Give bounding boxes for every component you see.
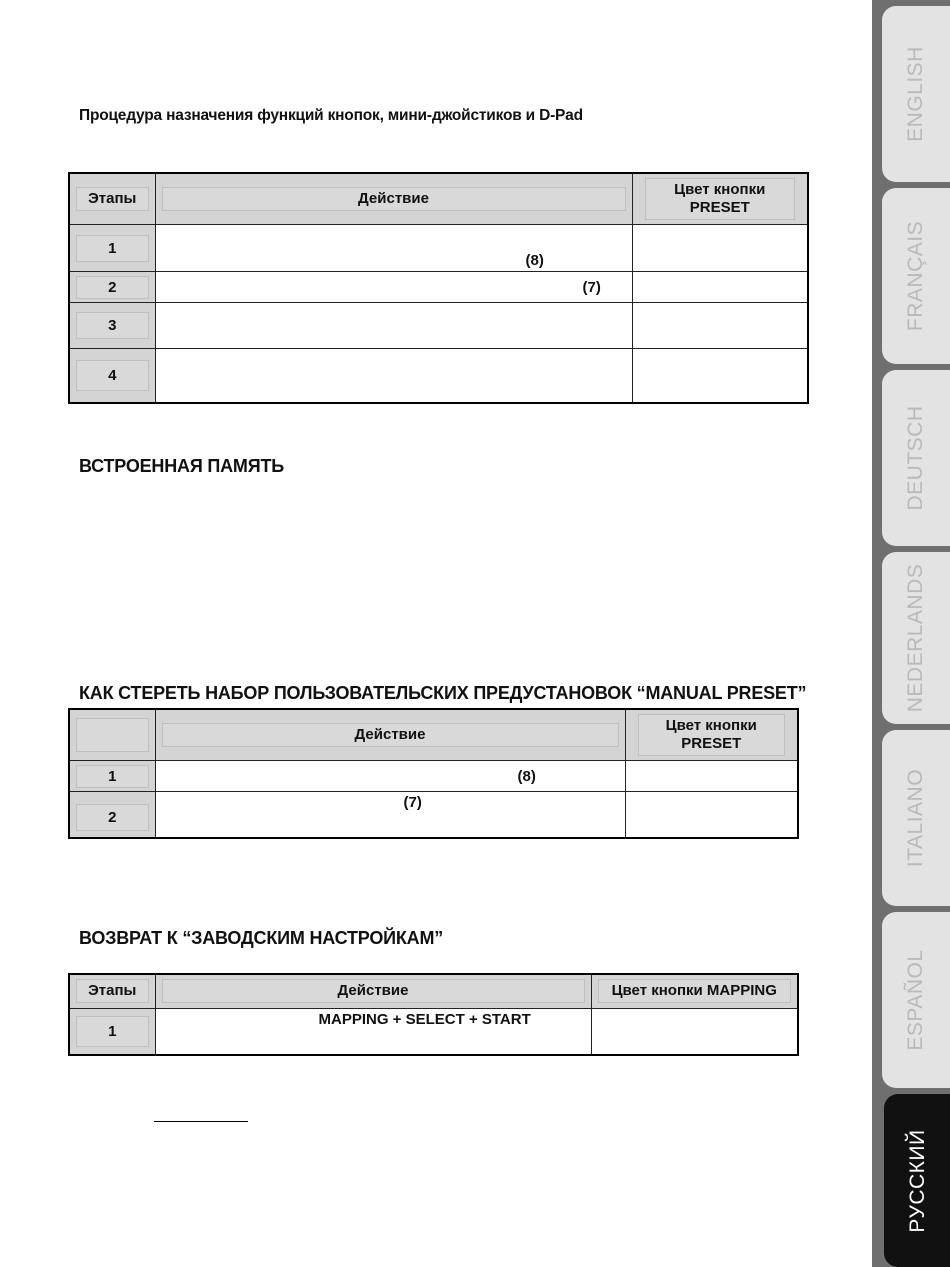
procedure-table: [68, 172, 809, 404]
color-cell: [632, 225, 808, 272]
tab-francais[interactable]: [882, 188, 950, 364]
action-cell: (7): [155, 792, 625, 838]
tab-deutsch[interactable]: [882, 370, 950, 546]
table-header-row: [69, 974, 798, 1008]
memory-heading: ВСТРОЕННАЯ ПАМЯТЬ: [79, 456, 284, 476]
color-cell: [632, 349, 808, 403]
color-cell: [632, 303, 808, 349]
erase-heading: КАК СТЕРЕТЬ НАБОР ПОЛЬЗОВАТЕЛЬСКИХ ПРЕДУСТАНОВОК “MANUAL PRESET”: [79, 683, 807, 703]
table-header-row: [69, 173, 808, 225]
tab-english[interactable]: [882, 6, 950, 182]
language-tab-rail: [872, 0, 950, 1267]
table-row: [69, 225, 808, 272]
step-cell: 3: [69, 303, 155, 349]
table-header-row: [69, 709, 798, 761]
step-cell: 1: [69, 1008, 155, 1055]
table-row: [69, 272, 808, 303]
action-cell: MAPPING + SELECT + START: [155, 1008, 591, 1055]
color-cell: [625, 792, 798, 838]
table-row: [69, 1008, 798, 1055]
header-action: Действие: [155, 173, 632, 225]
header-mapping-color: Цвет кнопки MAPPING: [591, 974, 798, 1008]
color-cell: [632, 272, 808, 303]
tab-label: ENGLISH: [904, 46, 927, 142]
step-cell: 4: [69, 349, 155, 403]
tab-russian-active[interactable]: [884, 1094, 950, 1267]
table-row: [69, 761, 798, 792]
action-cell: (7): [155, 272, 632, 303]
tab-italiano[interactable]: [882, 730, 950, 906]
color-cell: [591, 1008, 798, 1055]
tab-espanol[interactable]: [882, 912, 950, 1088]
header-preset-color: Цвет кнопки PRESET: [632, 173, 808, 225]
erase-table: [68, 708, 799, 839]
tab-label: NEDERLANDS: [904, 563, 927, 713]
tab-label: FRANÇAIS: [904, 220, 927, 332]
step-cell: 2: [69, 272, 155, 303]
header-steps: Этапы: [69, 974, 155, 1008]
reset-heading: ВОЗВРАТ К “ЗАВОДСКИМ НАСТРОЙКАМ”: [79, 928, 444, 948]
step-cell: 1: [69, 761, 155, 792]
reset-table: [68, 973, 799, 1056]
header-action: Действие: [155, 709, 625, 761]
procedure-heading: Процедура назначения функций кнопок, мини-джойстиков и D-Pad: [79, 107, 583, 124]
table-row: [69, 349, 808, 403]
tab-label: DEUTSCH: [904, 405, 927, 511]
table-row: [69, 303, 808, 349]
action-cell: [155, 349, 632, 403]
tab-label: ESPAÑOL: [904, 949, 927, 1051]
step-cell: 2: [69, 792, 155, 838]
header-preset-color: Цвет кнопки PRESET: [625, 709, 798, 761]
tab-label: ITALIANO: [904, 768, 927, 868]
header-steps: [69, 709, 155, 761]
header-action: Действие: [155, 974, 591, 1008]
action-cell: (8): [155, 761, 625, 792]
footnote-rule: [154, 1121, 248, 1122]
table-row: [69, 792, 798, 838]
tab-nederlands[interactable]: [882, 552, 950, 724]
action-cell: [155, 303, 632, 349]
header-steps: Этапы: [69, 173, 155, 225]
action-cell: (8): [155, 225, 632, 272]
step-cell: 1: [69, 225, 155, 272]
tab-label: РУССКИЙ: [906, 1128, 929, 1233]
color-cell: [625, 761, 798, 792]
